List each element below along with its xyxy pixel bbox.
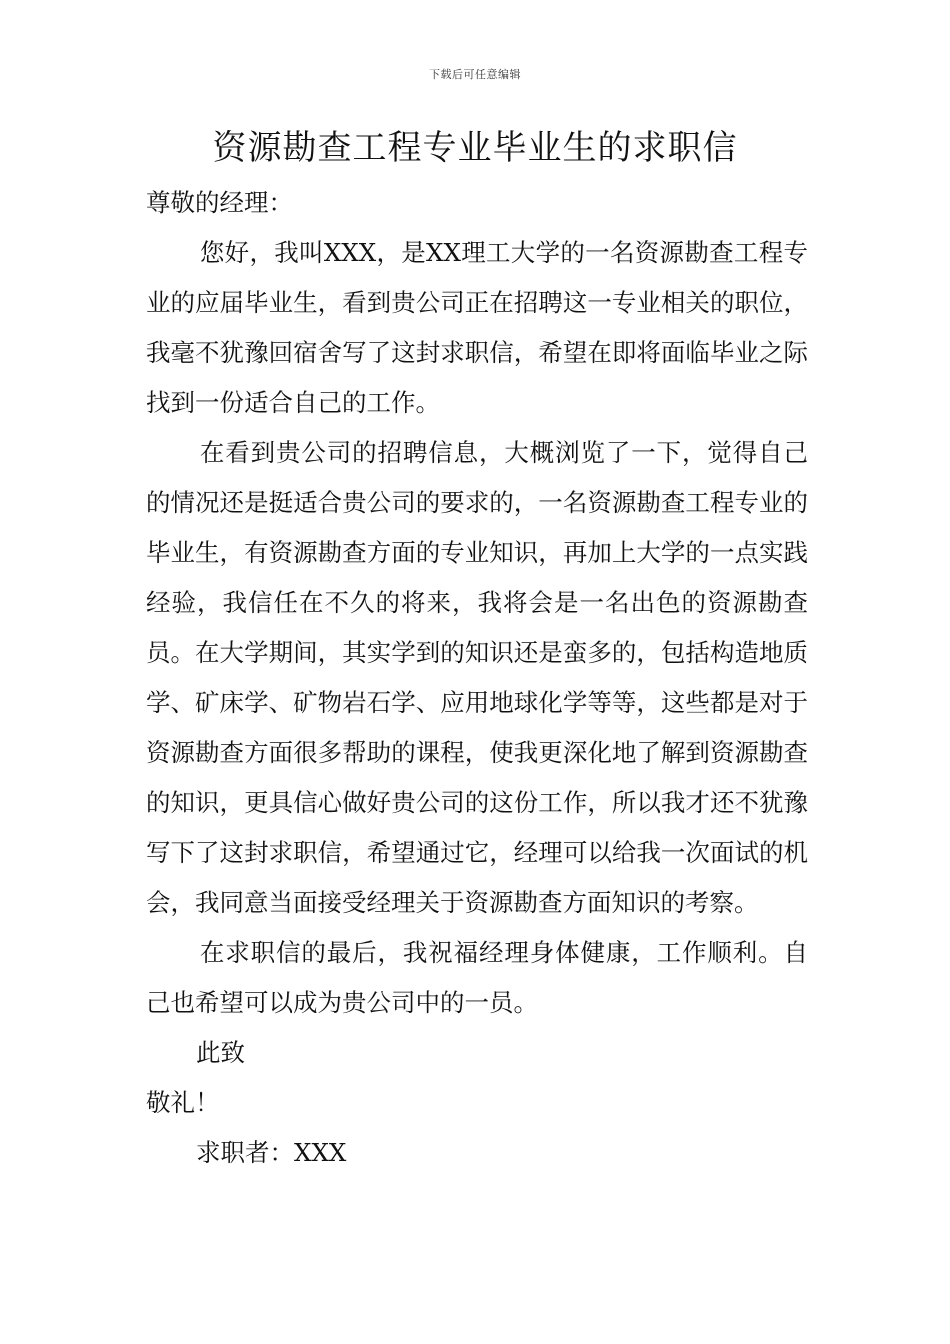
header-note: 下载后可任意编辑 [429, 68, 521, 81]
closing-line-2: 敬礼！ [146, 1088, 220, 1117]
letter-body [146, 178, 808, 1178]
signature: 求职者：XXX [196, 1138, 347, 1167]
document-title: 资源勘查工程专业毕业生的求职信 [212, 128, 738, 168]
paragraph-closing-wish: 在求职信的最后，我祝福经理身体健康，工作顺利。自己也希望可以成为贵公司中的一员。 [146, 938, 808, 1017]
paragraph-intro: 您好，我叫XXX，是XX理工大学的一名资源勘查工程专业的应届毕业生，看到贵公司正在招聘这一专业相关的职位，我毫不犹豫回宿舍写了这封求职信，希望在即将面临毕业之际找到一份适合自己的工作。 [146, 238, 808, 417]
salutation: 尊敬的经理： [146, 188, 293, 217]
paragraph-qualifications: 在看到贵公司的招聘信息，大概浏览了一下，觉得自己的情况还是挺适合贵公司的要求的，一名资源勘查工程专业的毕业生，有资源勘查方面的专业知识，再加上大学的一点实践经验，我信任在不久的将来，我将会是一名出色的资源勘查员。在大学期间，其实学到的知识还是蛮多的，包括构造地质学、矿床学、矿物岩石学、应用地球化学等等，这些都是对于资源勘查方面很多帮助的课程，使我更深化地了解到资源勘查的知识，更具信心做好贵公司的这份工作，所以我才还不犹豫写下了这封求职信，希望通过它，经理可以给我一次面试的机会，我同意当面接受经理关于资源勘查方面知识的考察。 [146, 438, 808, 917]
closing-line-1: 此致 [196, 1038, 245, 1067]
